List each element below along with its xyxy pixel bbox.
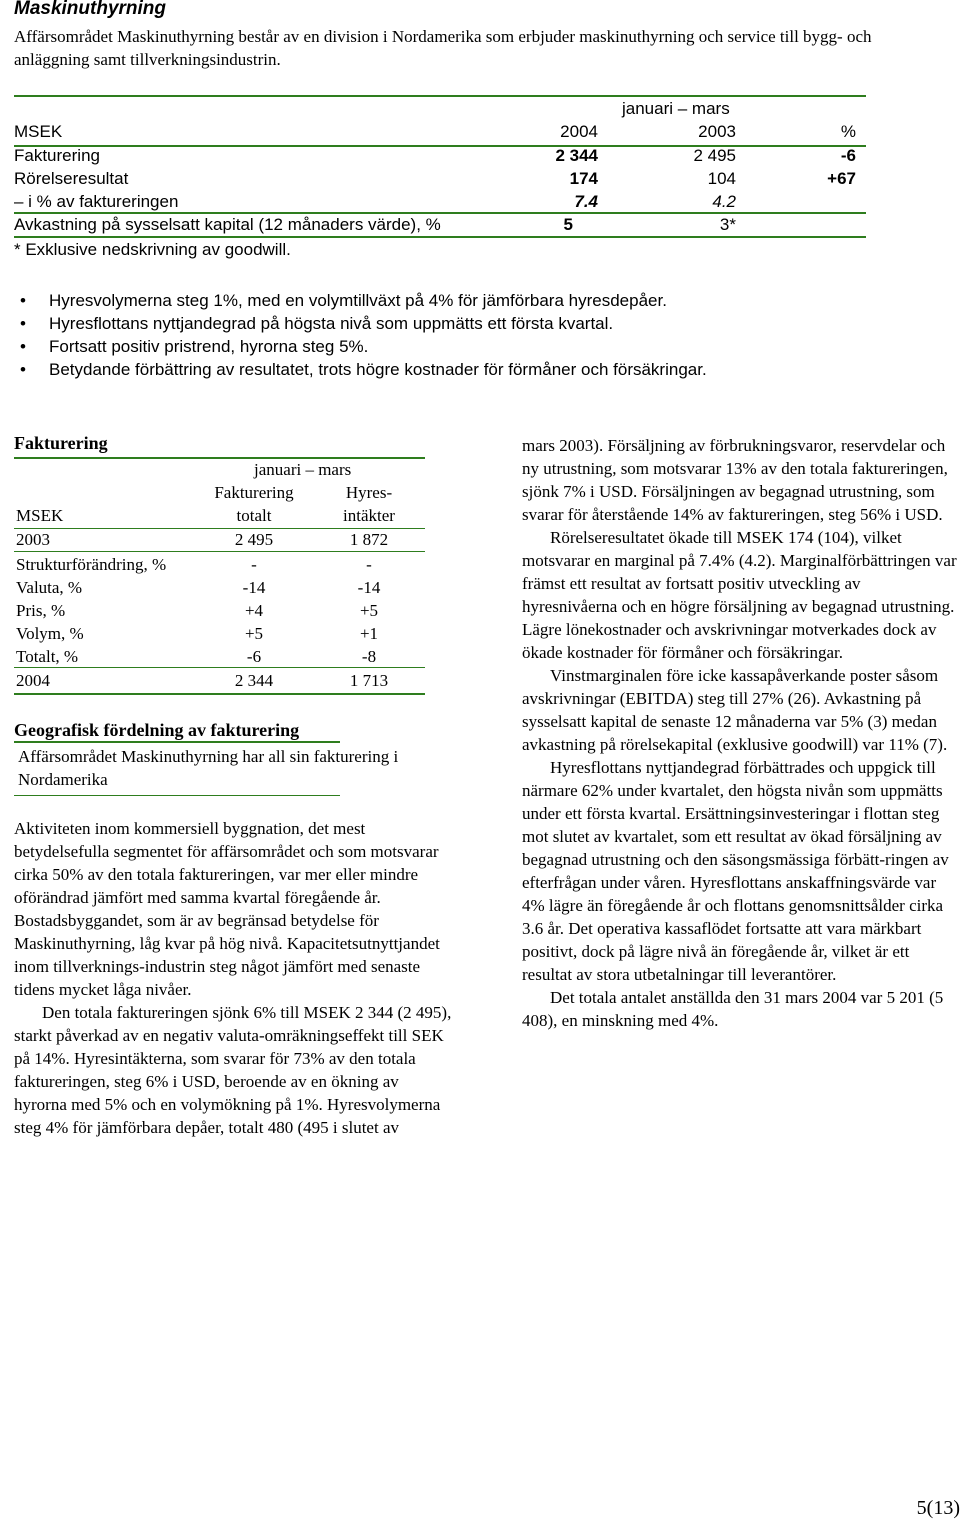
geo-title-rule (14, 741, 340, 743)
fakt-col2-line1: Hyres- (345, 483, 393, 502)
fakt-row-label: Totalt, % (16, 647, 79, 666)
fakt-row-c1: +5 (244, 624, 264, 643)
fakt-row-label: 2004 (16, 671, 50, 690)
col-2003-header: 2003 (698, 122, 736, 141)
fakt-row-c1: - (251, 555, 257, 574)
fakt-row-c1: -14 (242, 578, 266, 597)
fakturering-title: Fakturering (14, 433, 108, 453)
body-paragraph: Det totala antalet anställda den 31 mars 2004 var 5 201 (5 408), en minskning med 4%. (522, 988, 944, 1030)
row-value-2004: 2 344 (555, 146, 598, 165)
fakt-row-label: 2003 (16, 530, 50, 549)
fakt-row-c2: +5 (359, 601, 379, 620)
geo-text: Affärsområdet Maskinuthyrning har all sin fakturering i Nordamerika (18, 747, 399, 789)
fakt-row-label: Strukturförändring, % (16, 555, 167, 574)
row-value-2003: 2 495 (693, 146, 736, 165)
fakt-row-c1: 2 495 (234, 530, 274, 549)
fakt-row-c2: -8 (361, 647, 377, 666)
page-title: Maskinuthyrning (14, 0, 167, 19)
body-paragraph: Aktiviteten inom kommersiell byggnation, det mest betydelsefulla segmentet för affärsområdet och som motsvarar cirka 50% av den totala faktureringen, var mer eller mindre oförändrad jämfört med samma kvartal föregående år. Bostadsbyggandet, som är av begränsad betydelse för Maskinuthyrning, låg kvar på hög nivå. Kapacitetsutnyttjandet inom tillverknings-industrin steg något jämfört med senaste tidens mycket låga nivåer. (14, 819, 440, 999)
fakt-row-c1: +4 (244, 601, 264, 620)
unit-header: MSEK (14, 122, 63, 141)
page-number: 5(13) (916, 1497, 960, 1519)
intro-paragraph: Affärsområdet Maskinuthyrning består av en division i Nordamerika som erbjuder maskinuthyrning och service till bygg- och anläggning samt tillverkningsindustrin. (14, 27, 872, 69)
fakt-row-c2: 1 713 (349, 671, 389, 690)
body-paragraph: Vinstmarginalen före icke kassapåverkande poster såsom avskrivningar (EBITDA) steg till 27% (26). Avkastning på sysselsatt kapital de senaste 12 månaderna var 5% (3) medan avkastning på rörelsekapital (exklusive goodwill) var 11% (7). (522, 666, 948, 754)
fakt-row-rule (14, 551, 425, 552)
row-value-2004: 174 (569, 169, 598, 188)
body-right-column (522, 434, 960, 1032)
row-value-pct: -6 (840, 146, 856, 165)
bullet-item: • Fortsatt positiv pristrend, hyrorna steg 5%. (14, 335, 914, 358)
body-left-column (14, 817, 454, 1139)
row-value-2003: 104 (707, 169, 736, 188)
body-paragraph: Rörelseresultatet ökade till MSEK 174 (104), vilket motsvarar en marginal på 7.4% (4.2). Marginalförbättringen var främst ett resultat av fortsatt positiv utveckling av hyresnivåerna och en högre försäljning av begagnad utrustning. Lägre lönekostnader och avskrivningar motverkades dock av ökade kostnader för förmåner och försäkringar. (522, 528, 957, 662)
fakt-row-label: Volym, % (16, 624, 84, 643)
fakt-row-c2: - (366, 555, 372, 574)
body-paragraph: Hyresflottans nyttjandegrad förbättrades och uppgick till närmare 62% under kvartalet, den högsta nivån som uppmätts under ett första kvartal. Ersättningsinvesteringar i flottan steg mot slutet av kvartalet, som ett resultat av ökad försäljning av begagnad utrustning och den säsongsmässiga förbätt-ringen av efterfrågan under våren. Hyresflottans anskaffningsvärde var 4% lägre än föregående år och flottans genomsnittsålder cirka 3.6 år. Det operativa kassaflödet fortsatte att vara märkbart positivt, dock på lägre nivå än föregående år, vilket är ett resultat av stora utbetalningar till leverantörer. (522, 758, 949, 984)
fakt-col1-line1: Fakturering (214, 483, 294, 502)
fakt-top-rule (14, 457, 425, 459)
row-label: Rörelseresultat (14, 169, 129, 188)
fakt-row-c2: 1 872 (349, 530, 389, 549)
bullet-item: • Hyresvolymerna steg 1%, med en volymtillväxt på 4% för jämförbara hyresdepåer. (14, 289, 914, 312)
col-2004-header: 2004 (560, 122, 598, 141)
row-label: Fakturering (14, 146, 100, 165)
fakt-period: januari – mars (254, 460, 352, 479)
fakt-unit: MSEK (16, 506, 64, 525)
bullet-item: • Hyresflottans nyttjandegrad på högsta nivå som uppmätts ett första kvartal. (14, 312, 914, 335)
fakt-col1-line2: totalt (236, 506, 272, 525)
fakt-col2-line2: intäkter (343, 506, 395, 525)
table-footnote: * Exklusive nedskrivning av goodwill. (14, 240, 291, 259)
row-label: – i % av faktureringen (14, 192, 179, 211)
bullet-item: • Betydande förbättring av resultatet, trots högre kostnader för förmåner och försäkringar. (14, 358, 914, 381)
row-value-2004: 7.4 (574, 192, 598, 211)
fakt-row-rule (14, 667, 425, 668)
fakt-row-label: Valuta, % (16, 578, 83, 597)
row-value-2003: 4.2 (712, 192, 736, 211)
row-value-2003: 3* (719, 215, 736, 234)
fakt-row-c2: -14 (357, 578, 381, 597)
geo-bottom-rule (14, 795, 340, 796)
fakt-row-c1: 2 344 (234, 671, 274, 690)
fakt-row-c2: +1 (359, 624, 379, 643)
fakt-bottom-rule (14, 693, 425, 695)
geo-title: Geografisk fördelning av fakturering (14, 720, 300, 740)
row-label: Avkastning på sysselsatt kapital (12 månaders värde), % (14, 215, 441, 234)
row-value-pct: +67 (827, 169, 856, 188)
fakt-header-rule (14, 528, 425, 529)
col-pct-header: % (840, 122, 856, 141)
fakturering-table (0, 0, 440, 700)
body-paragraph: mars 2003). Försäljning av förbrukningsvaror, reservdelar och ny utrustning, som motsvarar 13% av den totala faktureringen, sjönk 7% i USD. Försäljningen av begagnad utrustning, som svarar för återstående 14% av faktureringen, steg 56% i USD. (522, 436, 948, 524)
fakt-row-c1: -6 (246, 647, 262, 666)
period-header: januari – mars (622, 99, 730, 118)
body-paragraph: Den totala faktureringen sjönk 6% till MSEK 2 344 (2 495), starkt påverkad av en negativ valuta-omräkningseffekt till SEK på 14%. Hyresintäkterna, som svarar för 73% av den totala faktureringen, steg 6% i USD, beroende av en ökning av hyrorna med 5% och en volymökning på 1%. Hyresvolymerna steg 4% för jämförbara depåer, totalt 480 (495 i slutet av (14, 1003, 452, 1137)
row-value-2004: 5 (563, 215, 573, 234)
fakt-row-label: Pris, % (16, 601, 66, 620)
